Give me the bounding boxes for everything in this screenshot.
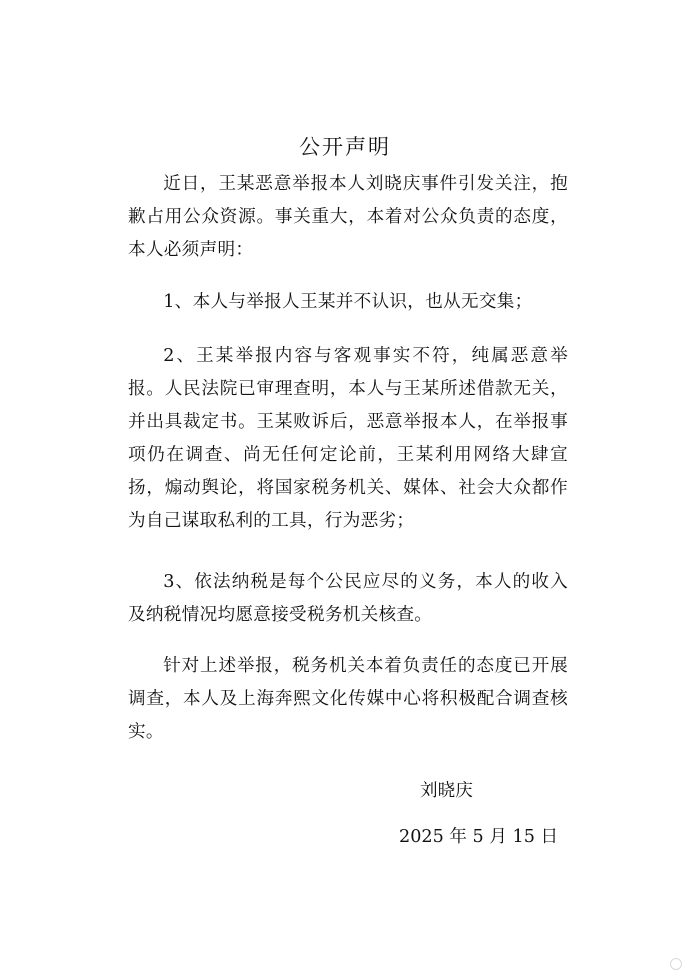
paragraph-intro: 近日，王某恶意举报本人刘晓庆事件引发关注，抱歉占用公众资源。事关重大，本着对公众负责的态度，本人必须声明：	[128, 174, 568, 260]
paragraph-point-3: 3、依法纳税是每个公民应尽的义务，本人的收入及纳税情况均愿意接受税务机关核查。	[128, 572, 568, 625]
statement-title: 公开声明	[299, 135, 391, 159]
paragraph-point-2: 2、王某举报内容与客观事实不符，纯属恶意举报。人民法院已审理查明，本人与王某所述借款无关，并出具裁定书。王某败诉后，恶意举报本人，在举报事项仍在调查、尚无任何定论前，王某利用网络大肆宣扬，煽动舆论，将国家税务机关、媒体、社会大众都作为自己谋取私利的工具，行为恶劣；	[128, 346, 568, 531]
watermark	[670, 958, 682, 970]
paragraph-conclusion: 针对上述举报，税务机关本着负责任的态度已开展调查，本人及上海奔熙文化传媒中心将积极配合调查核实。	[128, 656, 568, 742]
paragraph-point-1: 1、本人与举报人王某并不认识，也从无交集；	[163, 292, 533, 312]
watermark-logo-icon	[670, 958, 682, 970]
statement-date: 2025 年 5 月 15 日	[399, 827, 559, 847]
signature-name: 刘晓庆	[420, 781, 473, 801]
